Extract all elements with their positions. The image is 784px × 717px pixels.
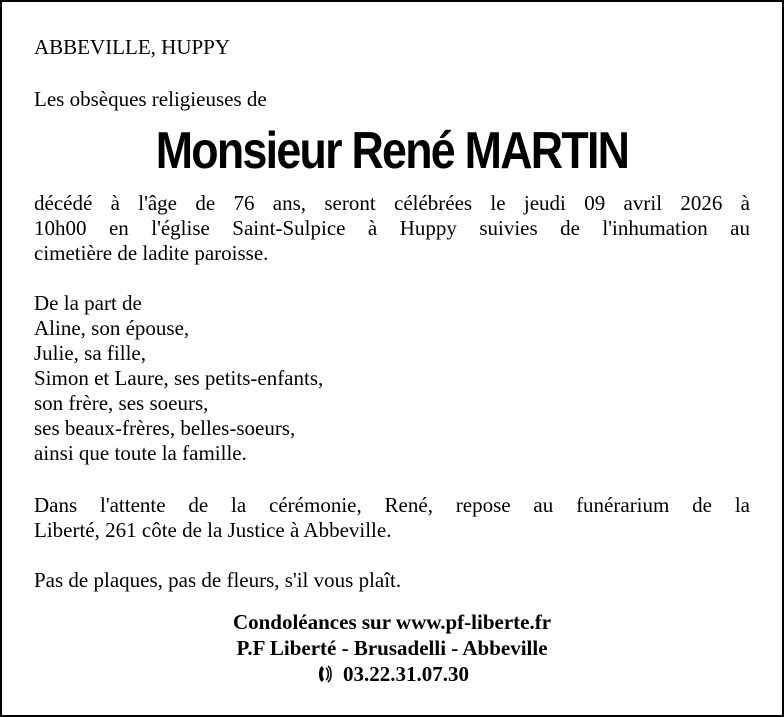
family-line: ainsi que toute la famille. [34,441,247,465]
no-flowers-request [34,568,750,593]
ceremony-line: décédé à l'âge de 76 ans, seront célébrées le jeudi 09 avril 2026 à [34,191,750,215]
intro-line: Les obsèques religieuses de [34,87,267,111]
intro-text [34,87,750,112]
location-text: ABBEVILLE, HUPPY [34,35,231,59]
funeral-home-line: Liberté, 261 côte de la Justice à Abbeville. [34,518,392,542]
company-name: P.F Liberté - Brusadelli - Abbeville [236,636,548,660]
phone-line [2,661,782,687]
location-header [34,35,750,60]
family-line: Simon et Laure, ses petits-enfants, [34,366,324,390]
family-line: Aline, son épouse, [34,316,190,340]
ceremony-paragraph [34,191,750,266]
family-line: De la part de [34,291,142,315]
ceremony-line: 10h00 en l'église Saint-Sulpice à Huppy suivies de l'inhumation au [34,216,750,240]
phone-icon [315,664,335,684]
request-line: Pas de plaques, pas de fleurs, s'il vous plaît. [34,568,402,592]
funeral-home-paragraph [34,493,750,543]
ceremony-line: cimetière de ladite paroisse. [34,241,269,265]
family-line: son frère, ses soeurs, [34,391,209,415]
family-list [34,291,750,466]
deceased-name: Monsieur René MARTIN [155,122,629,180]
funeral-home-footer [2,609,782,687]
condolences-text: Condoléances sur www.pf-liberte.fr [232,610,552,634]
family-line: ses beaux-frères, belles-soeurs, [34,416,296,440]
family-line: Julie, sa fille, [34,341,146,365]
funeral-home-line: Dans l'attente de la cérémonie, René, repose au funérarium de la [34,493,750,517]
phone-number: 03.22.31.07.30 [343,662,469,686]
